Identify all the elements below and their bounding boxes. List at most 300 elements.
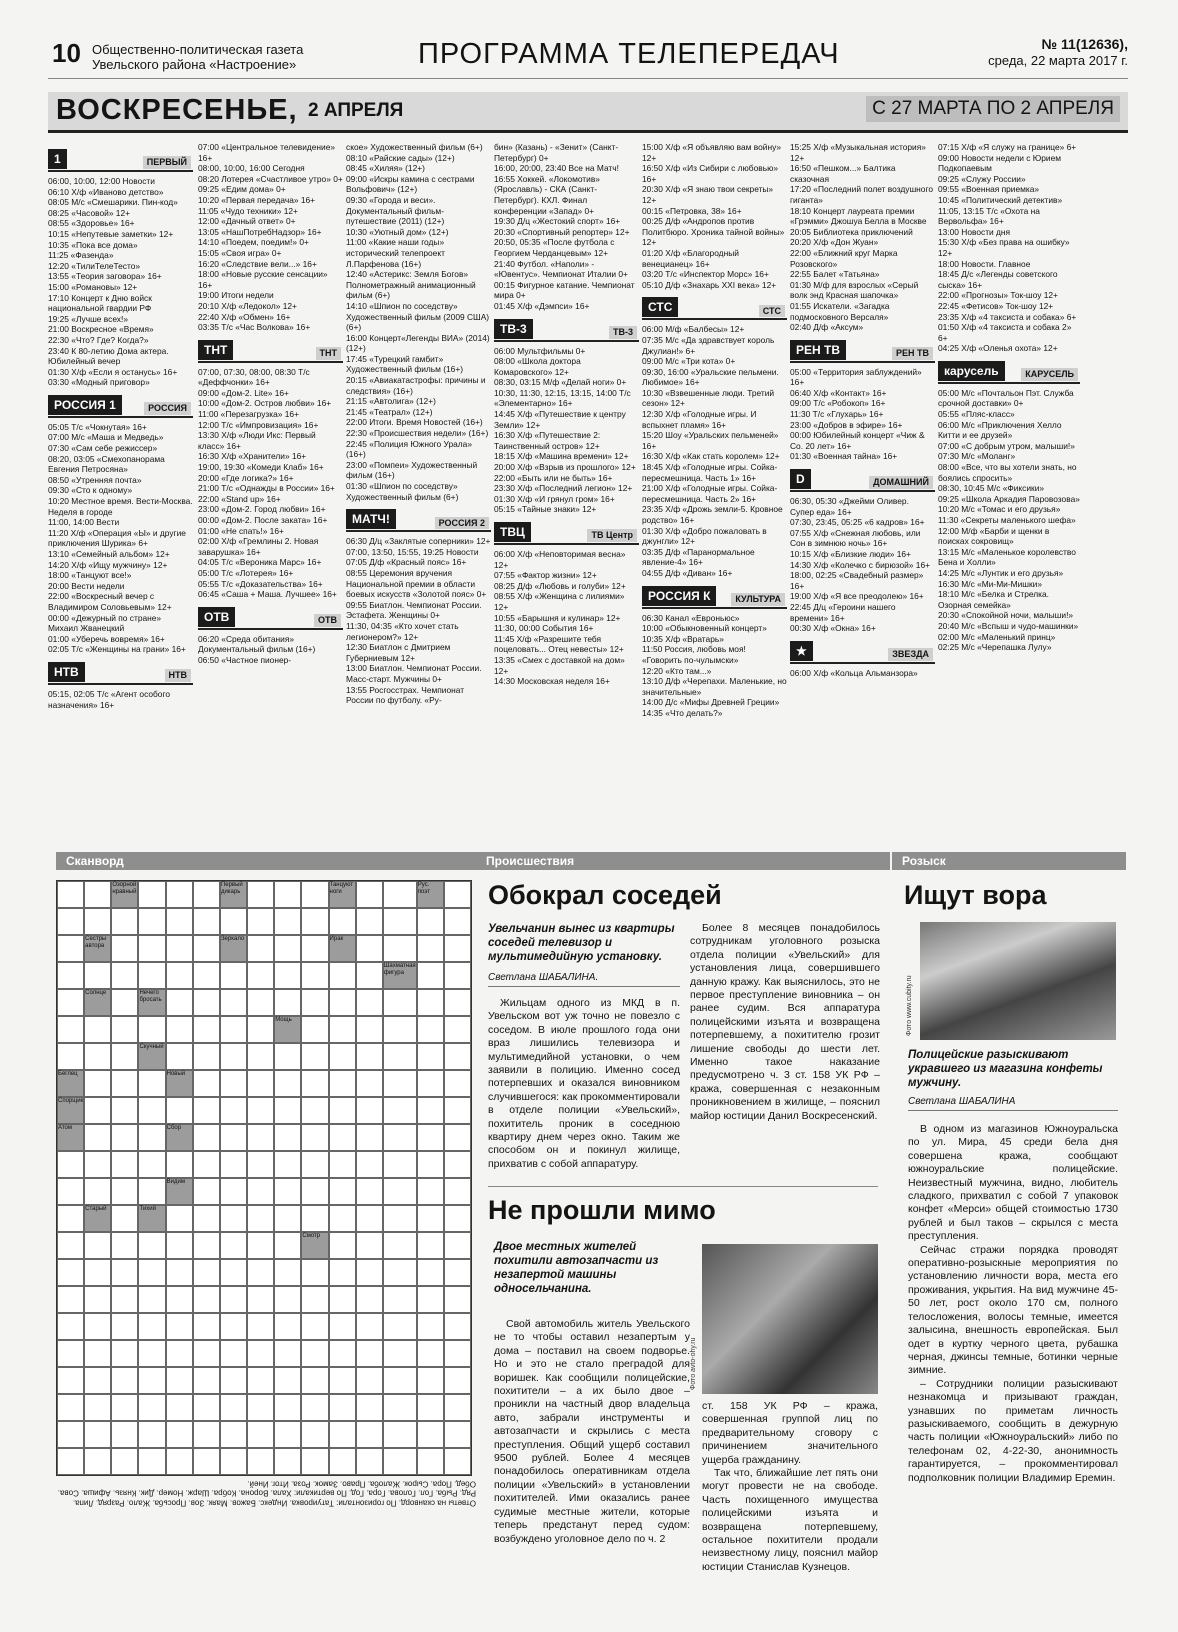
crossword-cell[interactable] xyxy=(111,1232,138,1259)
crossword-cell[interactable] xyxy=(274,962,301,989)
crossword-cell[interactable] xyxy=(301,1178,328,1205)
crossword-cell[interactable] xyxy=(111,1448,138,1475)
crossword-cell[interactable] xyxy=(111,1097,138,1124)
crossword-cell[interactable] xyxy=(138,962,165,989)
crossword-cell[interactable] xyxy=(274,989,301,1016)
crossword-cell[interactable] xyxy=(138,1124,165,1151)
crossword-cell[interactable] xyxy=(57,989,84,1016)
crossword-cell[interactable] xyxy=(166,1259,193,1286)
crossword-cell[interactable] xyxy=(166,1394,193,1421)
crossword-cell[interactable] xyxy=(84,1232,111,1259)
crossword-cell[interactable] xyxy=(247,1232,274,1259)
crossword-cell[interactable] xyxy=(444,1259,471,1286)
crossword-cell[interactable] xyxy=(84,881,111,908)
crossword-cell[interactable] xyxy=(138,1016,165,1043)
crossword-cell[interactable] xyxy=(84,1259,111,1286)
crossword-cell[interactable] xyxy=(301,1448,328,1475)
crossword-cell[interactable] xyxy=(111,1313,138,1340)
crossword-cell[interactable] xyxy=(220,1421,247,1448)
crossword-cell[interactable] xyxy=(220,1043,247,1070)
crossword-cell[interactable] xyxy=(57,1421,84,1448)
crossword-cell[interactable] xyxy=(356,1448,383,1475)
crossword-cell[interactable] xyxy=(274,1259,301,1286)
crossword-cell[interactable] xyxy=(444,1205,471,1232)
crossword-cell[interactable] xyxy=(274,1340,301,1367)
crossword-cell[interactable] xyxy=(417,989,444,1016)
crossword-cell[interactable] xyxy=(166,935,193,962)
crossword-cell[interactable] xyxy=(166,1043,193,1070)
crossword-cell[interactable] xyxy=(166,1286,193,1313)
crossword-cell[interactable] xyxy=(193,1286,220,1313)
crossword-cell[interactable] xyxy=(138,908,165,935)
crossword-cell[interactable] xyxy=(417,1151,444,1178)
crossword-cell[interactable] xyxy=(356,989,383,1016)
crossword-cell[interactable] xyxy=(247,1151,274,1178)
crossword-cell[interactable] xyxy=(166,908,193,935)
crossword-cell[interactable] xyxy=(138,1340,165,1367)
crossword-cell[interactable] xyxy=(383,1259,417,1286)
crossword-cell[interactable] xyxy=(193,881,220,908)
crossword-cell[interactable] xyxy=(329,1367,356,1394)
crossword-cell[interactable] xyxy=(166,1097,193,1124)
crossword-cell[interactable] xyxy=(166,1232,193,1259)
crossword-cell[interactable] xyxy=(301,962,328,989)
crossword-cell[interactable] xyxy=(111,1394,138,1421)
crossword-cell[interactable] xyxy=(329,1286,356,1313)
crossword-cell[interactable] xyxy=(356,1178,383,1205)
crossword-cell[interactable] xyxy=(247,1367,274,1394)
crossword-cell[interactable] xyxy=(57,1043,84,1070)
crossword-cell[interactable] xyxy=(57,1367,84,1394)
crossword-grid[interactable] xyxy=(56,880,472,1476)
crossword-cell[interactable] xyxy=(84,1286,111,1313)
crossword-cell[interactable] xyxy=(193,1070,220,1097)
crossword-cell[interactable] xyxy=(417,935,444,962)
crossword-cell[interactable] xyxy=(193,1178,220,1205)
crossword-cell[interactable] xyxy=(274,881,301,908)
crossword-cell[interactable] xyxy=(329,1394,356,1421)
crossword-cell[interactable] xyxy=(193,1124,220,1151)
crossword-cell[interactable] xyxy=(274,1043,301,1070)
crossword-cell[interactable] xyxy=(111,1259,138,1286)
crossword-cell[interactable] xyxy=(356,908,383,935)
crossword-cell[interactable] xyxy=(220,1367,247,1394)
crossword-cell[interactable] xyxy=(356,1340,383,1367)
crossword-cell[interactable] xyxy=(166,1016,193,1043)
crossword-cell[interactable] xyxy=(383,1286,417,1313)
crossword-cell[interactable] xyxy=(220,1259,247,1286)
crossword-cell[interactable] xyxy=(84,1178,111,1205)
crossword-cell[interactable] xyxy=(383,1232,417,1259)
crossword-cell[interactable] xyxy=(220,1448,247,1475)
crossword-cell[interactable] xyxy=(193,962,220,989)
crossword-cell[interactable] xyxy=(417,1124,444,1151)
crossword-cell[interactable] xyxy=(329,1340,356,1367)
crossword-cell[interactable] xyxy=(329,1448,356,1475)
crossword-cell[interactable] xyxy=(444,935,471,962)
crossword-cell[interactable] xyxy=(301,908,328,935)
crossword-cell[interactable] xyxy=(329,1421,356,1448)
crossword-cell[interactable] xyxy=(111,1286,138,1313)
crossword-cell[interactable] xyxy=(166,1421,193,1448)
crossword-cell[interactable] xyxy=(193,1016,220,1043)
crossword-cell[interactable] xyxy=(166,1367,193,1394)
crossword-cell[interactable] xyxy=(138,1232,165,1259)
crossword-cell[interactable] xyxy=(193,1259,220,1286)
crossword-cell[interactable] xyxy=(111,1205,138,1232)
crossword-cell[interactable] xyxy=(111,935,138,962)
crossword-cell[interactable] xyxy=(84,1313,111,1340)
crossword-cell[interactable] xyxy=(417,1367,444,1394)
crossword-cell[interactable] xyxy=(444,989,471,1016)
crossword-cell[interactable] xyxy=(138,1421,165,1448)
crossword-cell[interactable] xyxy=(417,962,444,989)
crossword-cell[interactable] xyxy=(84,1421,111,1448)
crossword-cell[interactable] xyxy=(111,1421,138,1448)
crossword-cell[interactable] xyxy=(444,962,471,989)
crossword-cell[interactable] xyxy=(301,1205,328,1232)
crossword-cell[interactable] xyxy=(383,1394,417,1421)
crossword-cell[interactable] xyxy=(301,881,328,908)
crossword-cell[interactable] xyxy=(193,935,220,962)
crossword-cell[interactable] xyxy=(417,1448,444,1475)
crossword-cell[interactable] xyxy=(247,1286,274,1313)
crossword-cell[interactable] xyxy=(57,1205,84,1232)
crossword-cell[interactable] xyxy=(247,1097,274,1124)
crossword-cell[interactable] xyxy=(166,1340,193,1367)
crossword-cell[interactable] xyxy=(166,989,193,1016)
crossword-cell[interactable] xyxy=(166,1448,193,1475)
crossword-cell[interactable] xyxy=(444,1367,471,1394)
crossword-cell[interactable] xyxy=(301,1259,328,1286)
crossword-cell[interactable] xyxy=(111,1178,138,1205)
crossword-cell[interactable] xyxy=(301,1124,328,1151)
crossword-cell[interactable] xyxy=(417,1394,444,1421)
crossword-cell[interactable] xyxy=(111,1151,138,1178)
crossword-cell[interactable] xyxy=(247,1313,274,1340)
crossword-cell[interactable] xyxy=(57,1178,84,1205)
crossword-cell[interactable] xyxy=(138,1070,165,1097)
crossword-cell[interactable] xyxy=(356,1043,383,1070)
crossword-cell[interactable] xyxy=(193,1340,220,1367)
crossword-cell[interactable] xyxy=(111,908,138,935)
crossword-cell[interactable] xyxy=(247,1043,274,1070)
crossword-cell[interactable] xyxy=(329,1232,356,1259)
crossword-cell[interactable] xyxy=(383,1124,417,1151)
crossword-cell[interactable] xyxy=(247,881,274,908)
crossword-cell[interactable] xyxy=(417,1232,444,1259)
crossword-cell[interactable] xyxy=(356,935,383,962)
crossword-cell[interactable] xyxy=(383,989,417,1016)
crossword-cell[interactable] xyxy=(356,1097,383,1124)
crossword-cell[interactable] xyxy=(444,1151,471,1178)
crossword-cell[interactable] xyxy=(166,881,193,908)
crossword-cell[interactable] xyxy=(220,1124,247,1151)
crossword-cell[interactable] xyxy=(356,1070,383,1097)
crossword-cell[interactable] xyxy=(111,1070,138,1097)
crossword-cell[interactable] xyxy=(57,1016,84,1043)
crossword-cell[interactable] xyxy=(220,1394,247,1421)
crossword-cell[interactable] xyxy=(274,935,301,962)
crossword-cell[interactable] xyxy=(193,1097,220,1124)
crossword-cell[interactable] xyxy=(166,1313,193,1340)
crossword-cell[interactable] xyxy=(84,1043,111,1070)
crossword-cell[interactable] xyxy=(247,1340,274,1367)
crossword-cell[interactable] xyxy=(301,1043,328,1070)
crossword-cell[interactable] xyxy=(193,1394,220,1421)
crossword-cell[interactable] xyxy=(274,1124,301,1151)
crossword-cell[interactable] xyxy=(444,1016,471,1043)
crossword-cell[interactable] xyxy=(329,1178,356,1205)
crossword-cell[interactable] xyxy=(301,1016,328,1043)
crossword-cell[interactable] xyxy=(383,1070,417,1097)
crossword-cell[interactable] xyxy=(220,1232,247,1259)
crossword-cell[interactable] xyxy=(111,989,138,1016)
crossword-cell[interactable] xyxy=(193,1043,220,1070)
crossword-cell[interactable] xyxy=(329,962,356,989)
crossword-cell[interactable] xyxy=(274,1178,301,1205)
crossword-cell[interactable] xyxy=(166,1205,193,1232)
crossword-cell[interactable] xyxy=(220,989,247,1016)
crossword-cell[interactable] xyxy=(444,881,471,908)
crossword-cell[interactable] xyxy=(84,1448,111,1475)
crossword-cell[interactable] xyxy=(274,1448,301,1475)
crossword-cell[interactable] xyxy=(220,1313,247,1340)
crossword-cell[interactable] xyxy=(220,908,247,935)
crossword-cell[interactable] xyxy=(356,1205,383,1232)
crossword-cell[interactable] xyxy=(417,1205,444,1232)
crossword-cell[interactable] xyxy=(417,1259,444,1286)
crossword-cell[interactable] xyxy=(383,1313,417,1340)
crossword-cell[interactable] xyxy=(193,1205,220,1232)
crossword-cell[interactable] xyxy=(383,1448,417,1475)
crossword-cell[interactable] xyxy=(274,1367,301,1394)
crossword-cell[interactable] xyxy=(57,881,84,908)
crossword-cell[interactable] xyxy=(301,1313,328,1340)
crossword-cell[interactable] xyxy=(301,1151,328,1178)
crossword-cell[interactable] xyxy=(274,1232,301,1259)
crossword-cell[interactable] xyxy=(111,1016,138,1043)
crossword-cell[interactable] xyxy=(166,1151,193,1178)
crossword-cell[interactable] xyxy=(247,1124,274,1151)
crossword-cell[interactable] xyxy=(84,1016,111,1043)
crossword-cell[interactable] xyxy=(138,1394,165,1421)
crossword-cell[interactable] xyxy=(84,908,111,935)
crossword-cell[interactable] xyxy=(193,989,220,1016)
crossword-cell[interactable] xyxy=(193,1313,220,1340)
crossword-cell[interactable] xyxy=(193,1151,220,1178)
crossword-cell[interactable] xyxy=(417,1340,444,1367)
crossword-cell[interactable] xyxy=(383,1016,417,1043)
crossword-cell[interactable] xyxy=(444,1043,471,1070)
crossword-cell[interactable] xyxy=(220,1151,247,1178)
crossword-cell[interactable] xyxy=(356,1367,383,1394)
crossword-cell[interactable] xyxy=(247,1070,274,1097)
crossword-cell[interactable] xyxy=(383,1043,417,1070)
crossword-cell[interactable] xyxy=(220,1070,247,1097)
crossword-cell[interactable] xyxy=(247,962,274,989)
crossword-cell[interactable] xyxy=(444,1097,471,1124)
crossword-cell[interactable] xyxy=(383,1151,417,1178)
crossword-cell[interactable] xyxy=(57,1448,84,1475)
crossword-cell[interactable] xyxy=(247,1016,274,1043)
crossword-cell[interactable] xyxy=(274,1286,301,1313)
crossword-cell[interactable] xyxy=(166,962,193,989)
crossword-cell[interactable] xyxy=(220,1178,247,1205)
crossword-cell[interactable] xyxy=(274,1421,301,1448)
crossword-cell[interactable] xyxy=(444,1070,471,1097)
crossword-cell[interactable] xyxy=(57,1232,84,1259)
crossword-cell[interactable] xyxy=(329,1016,356,1043)
crossword-cell[interactable] xyxy=(193,1367,220,1394)
crossword-cell[interactable] xyxy=(220,1016,247,1043)
crossword-cell[interactable] xyxy=(220,1205,247,1232)
crossword-cell[interactable] xyxy=(383,1340,417,1367)
crossword-cell[interactable] xyxy=(57,908,84,935)
crossword-cell[interactable] xyxy=(220,1286,247,1313)
crossword-cell[interactable] xyxy=(220,1097,247,1124)
crossword-cell[interactable] xyxy=(247,1178,274,1205)
crossword-cell[interactable] xyxy=(444,1286,471,1313)
crossword-cell[interactable] xyxy=(111,1340,138,1367)
crossword-cell[interactable] xyxy=(301,1421,328,1448)
crossword-cell[interactable] xyxy=(247,1394,274,1421)
crossword-cell[interactable] xyxy=(84,1394,111,1421)
crossword-cell[interactable] xyxy=(111,1124,138,1151)
crossword-cell[interactable] xyxy=(301,1394,328,1421)
crossword-cell[interactable] xyxy=(356,1016,383,1043)
crossword-cell[interactable] xyxy=(193,1448,220,1475)
crossword-cell[interactable] xyxy=(383,1367,417,1394)
crossword-cell[interactable] xyxy=(444,1178,471,1205)
crossword-cell[interactable] xyxy=(329,1259,356,1286)
crossword-cell[interactable] xyxy=(193,1421,220,1448)
crossword-cell[interactable] xyxy=(356,1232,383,1259)
crossword-cell[interactable] xyxy=(247,1421,274,1448)
crossword-cell[interactable] xyxy=(84,962,111,989)
crossword-cell[interactable] xyxy=(138,1259,165,1286)
crossword-cell[interactable] xyxy=(57,962,84,989)
crossword-cell[interactable] xyxy=(84,1124,111,1151)
crossword-cell[interactable] xyxy=(383,908,417,935)
crossword-cell[interactable] xyxy=(57,1313,84,1340)
crossword-cell[interactable] xyxy=(193,1232,220,1259)
crossword-cell[interactable] xyxy=(356,1259,383,1286)
crossword-cell[interactable] xyxy=(356,962,383,989)
crossword-cell[interactable] xyxy=(444,1421,471,1448)
crossword-cell[interactable] xyxy=(444,1124,471,1151)
crossword-cell[interactable] xyxy=(417,1421,444,1448)
crossword-cell[interactable] xyxy=(329,1070,356,1097)
crossword-cell[interactable] xyxy=(329,1097,356,1124)
crossword-cell[interactable] xyxy=(220,1340,247,1367)
crossword-cell[interactable] xyxy=(220,962,247,989)
crossword-cell[interactable] xyxy=(417,1178,444,1205)
crossword-cell[interactable] xyxy=(444,1340,471,1367)
crossword-cell[interactable] xyxy=(301,1367,328,1394)
crossword-cell[interactable] xyxy=(417,1043,444,1070)
crossword-cell[interactable] xyxy=(301,1340,328,1367)
crossword-cell[interactable] xyxy=(356,1286,383,1313)
crossword-cell[interactable] xyxy=(247,935,274,962)
crossword-cell[interactable] xyxy=(138,881,165,908)
crossword-cell[interactable] xyxy=(84,1070,111,1097)
crossword-cell[interactable] xyxy=(383,881,417,908)
crossword-cell[interactable] xyxy=(301,935,328,962)
crossword-cell[interactable] xyxy=(356,1394,383,1421)
crossword-cell[interactable] xyxy=(84,1097,111,1124)
crossword-cell[interactable] xyxy=(274,1151,301,1178)
crossword-cell[interactable] xyxy=(301,1286,328,1313)
crossword-cell[interactable] xyxy=(417,1016,444,1043)
crossword-cell[interactable] xyxy=(138,1313,165,1340)
crossword-cell[interactable] xyxy=(57,1259,84,1286)
crossword-cell[interactable] xyxy=(111,962,138,989)
crossword-cell[interactable] xyxy=(274,908,301,935)
crossword-cell[interactable] xyxy=(444,1394,471,1421)
crossword-cell[interactable] xyxy=(329,1043,356,1070)
crossword-cell[interactable] xyxy=(356,1421,383,1448)
crossword-cell[interactable] xyxy=(138,1151,165,1178)
crossword-cell[interactable] xyxy=(57,935,84,962)
crossword-cell[interactable] xyxy=(57,1340,84,1367)
crossword-cell[interactable] xyxy=(247,989,274,1016)
crossword-cell[interactable] xyxy=(356,1124,383,1151)
crossword-cell[interactable] xyxy=(57,1151,84,1178)
crossword-cell[interactable] xyxy=(301,989,328,1016)
crossword-cell[interactable] xyxy=(383,1205,417,1232)
crossword-cell[interactable] xyxy=(193,908,220,935)
crossword-cell[interactable] xyxy=(444,1448,471,1475)
crossword-cell[interactable] xyxy=(274,1394,301,1421)
crossword-cell[interactable] xyxy=(274,1313,301,1340)
crossword-cell[interactable] xyxy=(247,1448,274,1475)
crossword-cell[interactable] xyxy=(138,1367,165,1394)
crossword-cell[interactable] xyxy=(329,1313,356,1340)
crossword-cell[interactable] xyxy=(274,1097,301,1124)
crossword-cell[interactable] xyxy=(417,1313,444,1340)
crossword-cell[interactable] xyxy=(329,1205,356,1232)
crossword-cell[interactable] xyxy=(84,1367,111,1394)
crossword-cell[interactable] xyxy=(329,908,356,935)
crossword-cell[interactable] xyxy=(383,1097,417,1124)
crossword-cell[interactable] xyxy=(383,935,417,962)
crossword-cell[interactable] xyxy=(329,1124,356,1151)
crossword-cell[interactable] xyxy=(444,1232,471,1259)
crossword-cell[interactable] xyxy=(274,1205,301,1232)
crossword-cell[interactable] xyxy=(417,1070,444,1097)
crossword-cell[interactable] xyxy=(417,1286,444,1313)
crossword-cell[interactable] xyxy=(444,908,471,935)
crossword-cell[interactable] xyxy=(84,1340,111,1367)
crossword-cell[interactable] xyxy=(138,935,165,962)
crossword-cell[interactable] xyxy=(111,1367,138,1394)
crossword-cell[interactable] xyxy=(383,1421,417,1448)
crossword-cell[interactable] xyxy=(356,1313,383,1340)
crossword-cell[interactable] xyxy=(138,1448,165,1475)
crossword-cell[interactable] xyxy=(84,1151,111,1178)
crossword-cell[interactable] xyxy=(247,1259,274,1286)
crossword-cell[interactable] xyxy=(417,1097,444,1124)
crossword-cell[interactable] xyxy=(383,1178,417,1205)
crossword-cell[interactable] xyxy=(138,1178,165,1205)
crossword-cell[interactable] xyxy=(301,1097,328,1124)
crossword-cell[interactable] xyxy=(356,881,383,908)
crossword-cell[interactable] xyxy=(138,1286,165,1313)
crossword-cell[interactable] xyxy=(57,1394,84,1421)
crossword-cell[interactable] xyxy=(247,908,274,935)
crossword-cell[interactable] xyxy=(274,1070,301,1097)
